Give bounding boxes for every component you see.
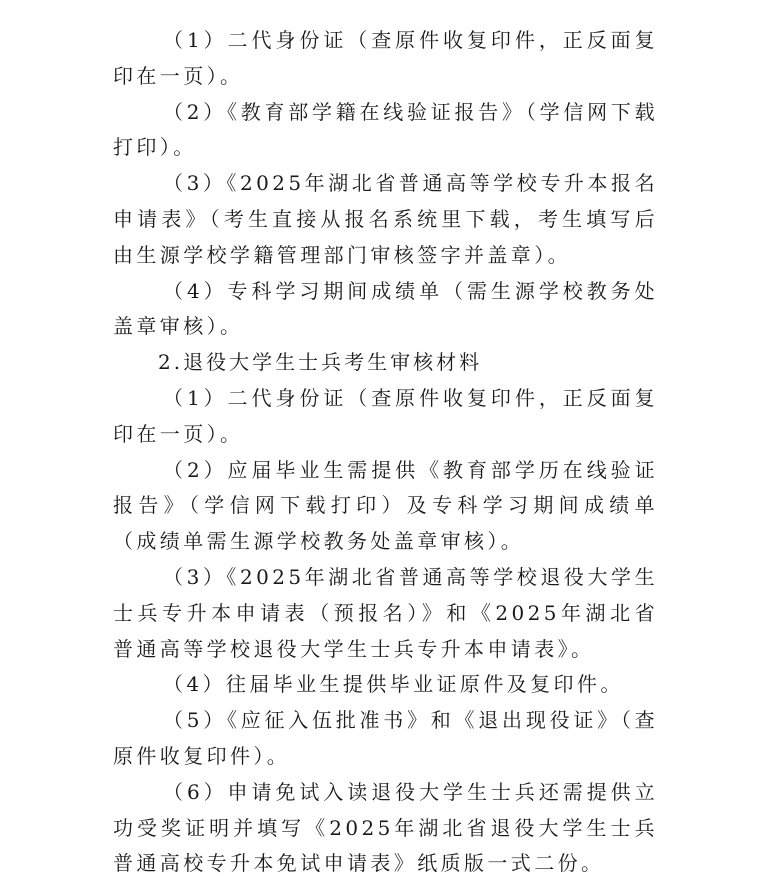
- veteran-item-4: （4）往届毕业生提供毕业证原件及复印件。: [163, 672, 624, 697]
- material-item-2: （2）《教育部学籍在线验证报告》（学信网下载打印）。: [113, 99, 658, 160]
- material-item-3: （3）《2025年湖北省普通高等学校专升本报名申请表》（考生直接从报名系统里下载，考生填写后由生源学校学籍管理部门审核签字并盖章）。: [113, 171, 658, 267]
- veteran-item-6: （6）申请免试入读退役大学生士兵还需提供立功受奖证明并填写《2025年湖北省退役大学生士兵普通高校专升本免试申请表》纸质版一式二份。: [113, 779, 658, 876]
- veteran-item-1: （1）二代身份证（查原件收复印件，正反面复印在一页）。: [113, 385, 658, 446]
- veteran-item-5: （5）《应征入伍批准书》和《退出现役证》（查原件收复印件）。: [113, 708, 658, 768]
- veteran-item-3: （3）《2025年湖北省普通高等学校退役大学生士兵专升本申请表（预报名）》和《2025年湖北省普通高等学校退役大学生士兵专升本申请表》。: [113, 564, 658, 661]
- material-item-1: （1）二代身份证（查原件收复印件，正反面复印在一页）。: [113, 28, 658, 88]
- material-item-4: （4）专科学习期间成绩单（需生源学校教务处盖章审核）。: [113, 278, 658, 339]
- veteran-item-2: （2）应届毕业生需提供《教育部学历在线验证报告》（学信网下载打印）及专科学习期间成绩单（成绩单需生源学校教务处盖章审核）。: [113, 457, 658, 554]
- section-heading-veteran-materials: 2.退役大学生士兵考生审核材料: [158, 350, 483, 375]
